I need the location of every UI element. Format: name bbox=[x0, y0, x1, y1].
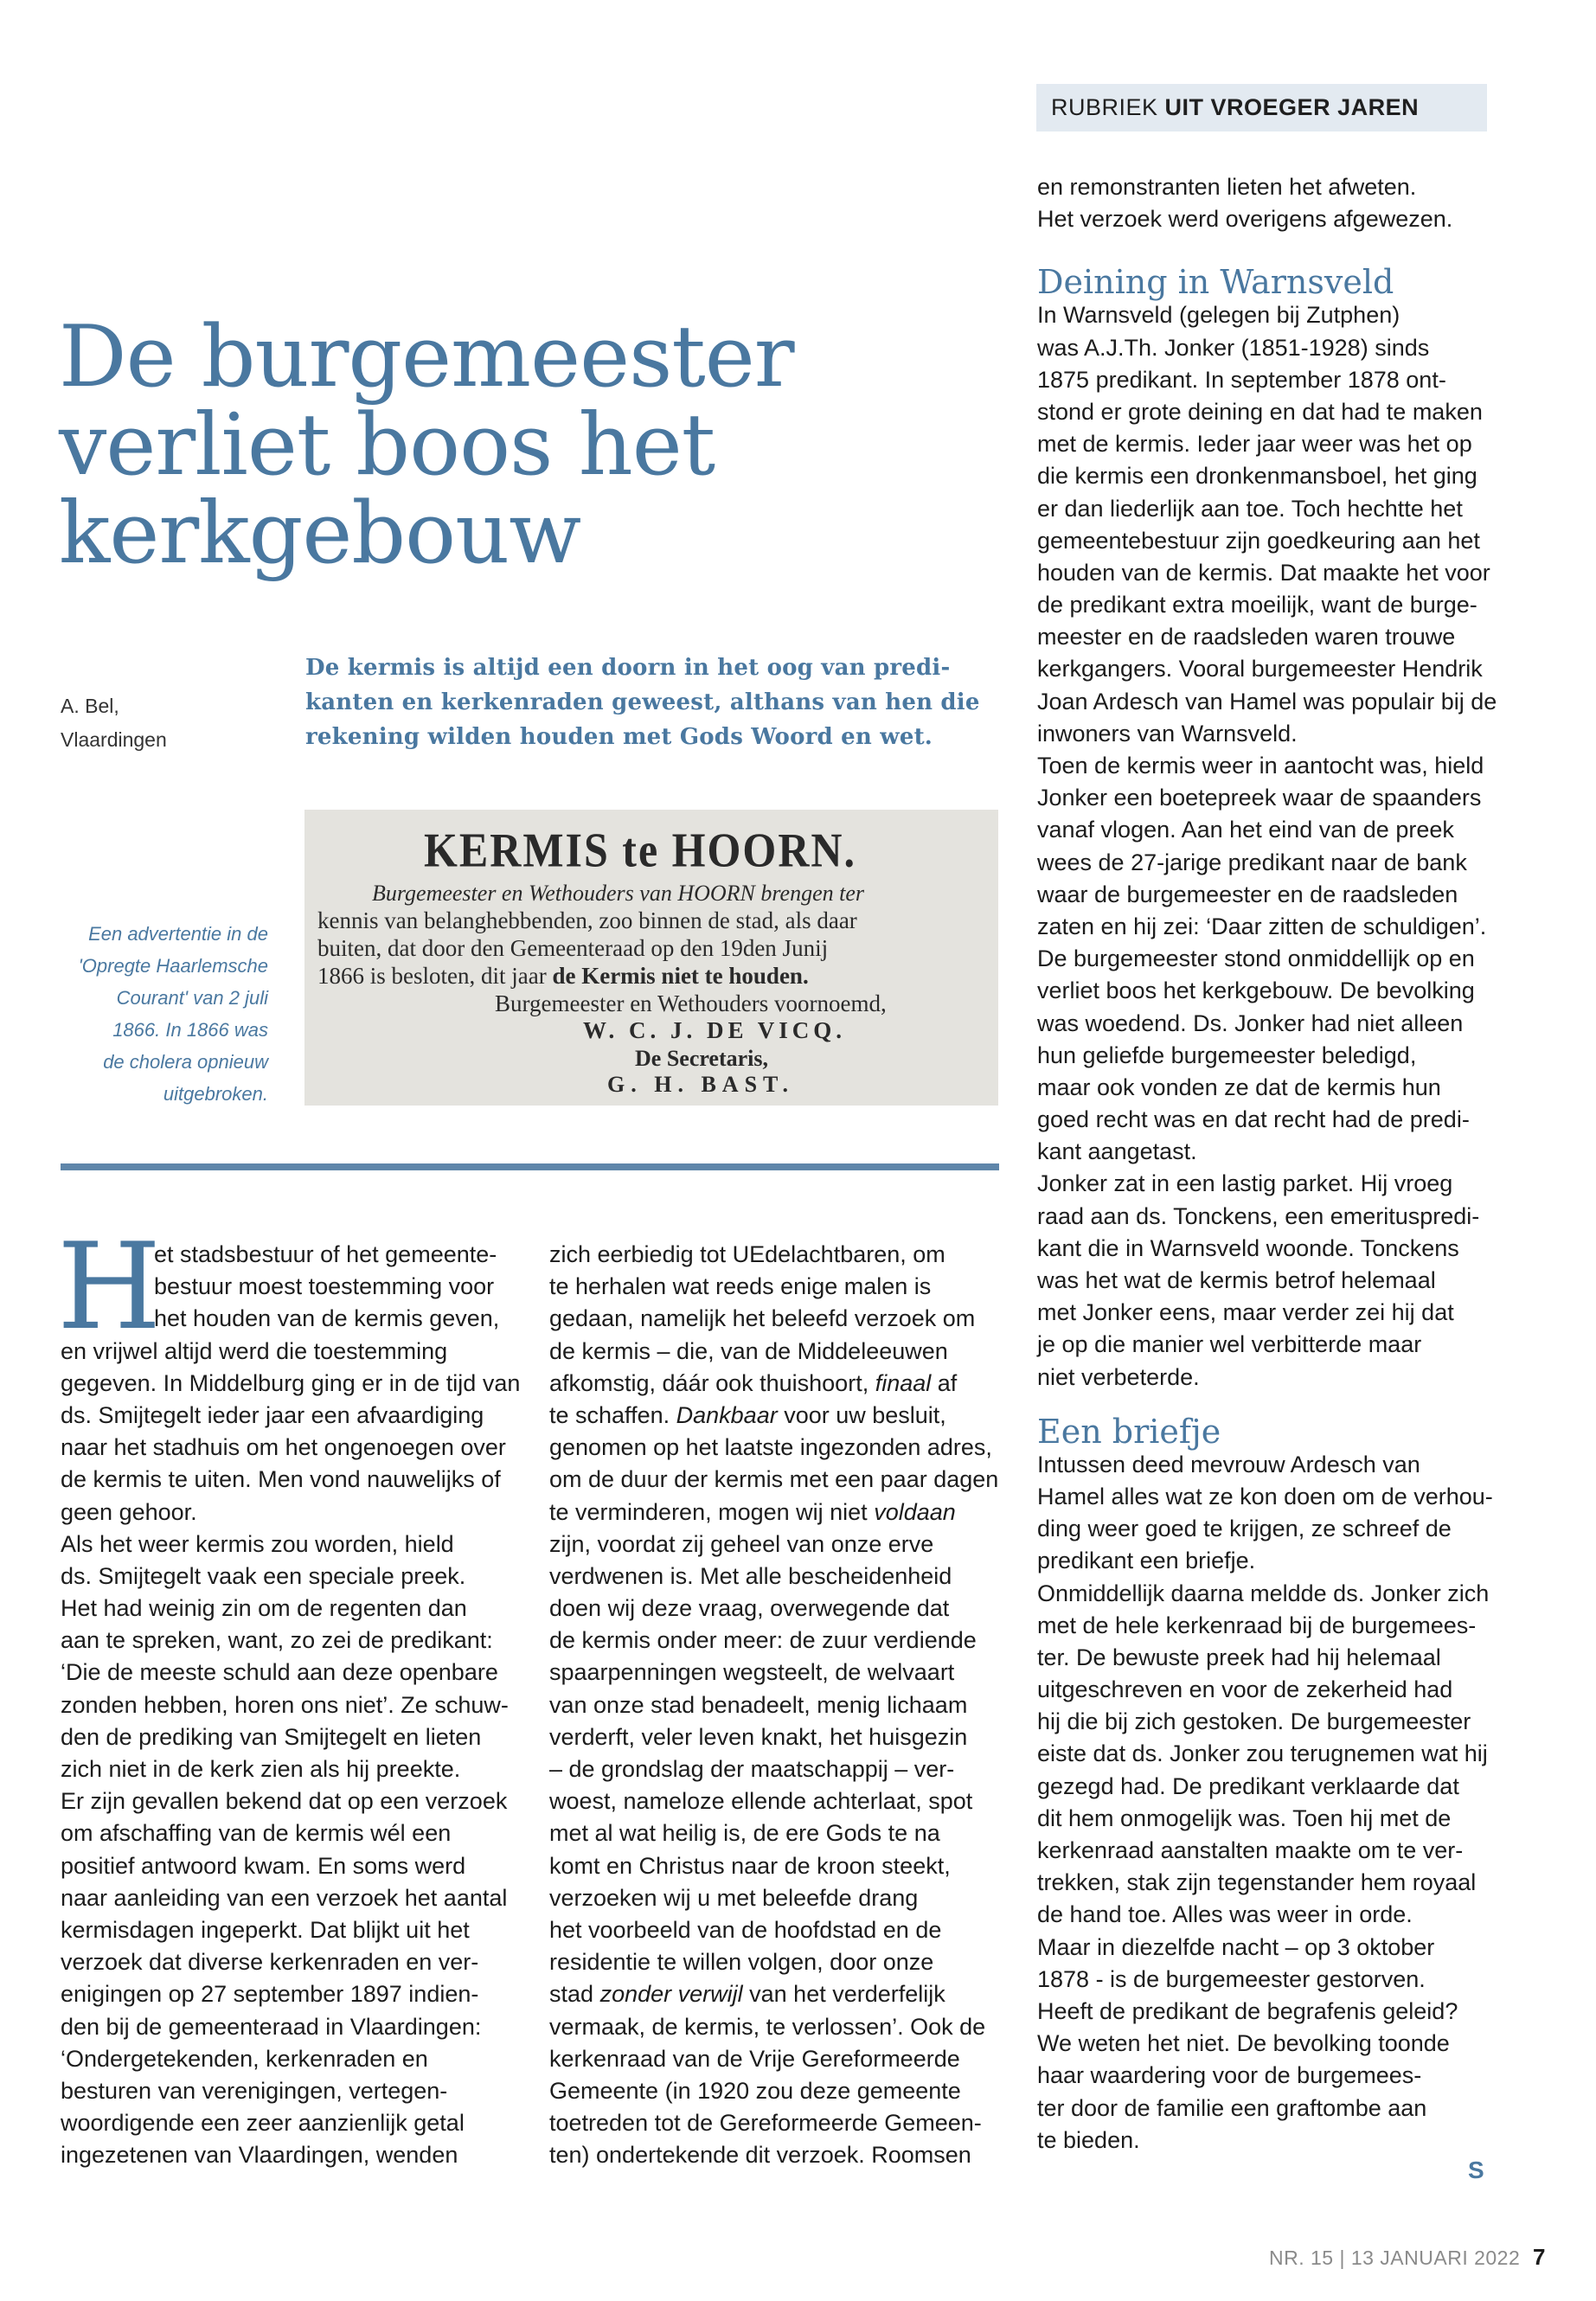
body-line: Hamel alles wat ze kon doen om de verhou- bbox=[1037, 1483, 1493, 1509]
body-line: ‘Die de meeste schuld aan deze openbare bbox=[61, 1659, 498, 1686]
body-line: de hand toe. Alles was weer in orde. bbox=[1037, 1901, 1413, 1928]
title-line: De burgemeester bbox=[59, 308, 794, 407]
title-line: verliet boos het bbox=[59, 396, 715, 495]
body-line: Intussen deed mevrouw Ardesch van bbox=[1037, 1451, 1420, 1477]
section-heading-briefje: Een briefje bbox=[1037, 1412, 1221, 1451]
body-text: stad bbox=[549, 1981, 594, 2008]
body-line: ingezetenen van Vlaardingen, wenden bbox=[61, 2142, 458, 2169]
body-line bbox=[549, 1400, 1008, 1432]
body-line: zonden hebben, horen ons niet’. Ze schuw- bbox=[61, 1691, 509, 1718]
rubric-header bbox=[1036, 84, 1487, 131]
body-line: dit hem onmogelijk was. Toen hij met de bbox=[1037, 1804, 1452, 1831]
rubric-title: UIT VROEGER JAREN bbox=[1164, 94, 1420, 120]
clipping-line: Burgemeester en Wethouders voornoemd, bbox=[495, 990, 887, 1016]
newspaper-clipping-image bbox=[304, 810, 998, 1106]
body-line: haar waardering voor de burgemees- bbox=[1037, 2062, 1422, 2089]
body-line: met al wat heilig is, de ere Gods te na bbox=[549, 1820, 940, 1847]
intro-line: rekening wilden houden met Gods Woord en wet. bbox=[305, 724, 933, 750]
body-line: de kermis – die, van de Middeleeuwen bbox=[549, 1337, 948, 1364]
body-line: goed recht was en dat recht had de predi- bbox=[1037, 1106, 1470, 1133]
body-line: wees de 27-jarige predikant naar de bank bbox=[1037, 849, 1467, 875]
page-number: 7 bbox=[1533, 2244, 1546, 2270]
caption-line: de cholera opnieuw bbox=[103, 1051, 268, 1073]
author-place: Vlaardingen bbox=[61, 728, 167, 751]
body-line: geen gehoor. bbox=[61, 1498, 197, 1525]
intro-line: De kermis is altijd een doorn in het oog van predi- bbox=[305, 655, 951, 681]
body-line: waar de burgemeester en de raadsleden bbox=[1037, 881, 1458, 907]
body-line: verzoek dat diverse kerkenraden en ver- bbox=[61, 1949, 479, 1976]
body-line: bestuur moest toestemming voor bbox=[154, 1273, 495, 1300]
body-line: vermaak, de kermis, te verlossen’. Ook de bbox=[549, 2013, 986, 2040]
body-line: Maar in diezelfde nacht – op 3 oktober bbox=[1037, 1933, 1435, 1960]
body-line: met de hele kerkenraad bij de burgemees- bbox=[1037, 1612, 1477, 1638]
clipping-line: buiten, dat door den Gemeenteraad op den 19den Junij bbox=[317, 935, 829, 961]
body-line: verliet boos het kerkgebouw. De bevolking bbox=[1037, 977, 1475, 1004]
intro-line: kanten en kerkenraden geweest, althans van hen die bbox=[305, 689, 980, 715]
body-line: Er zijn gevallen bekend dat op een verzoek bbox=[61, 1788, 508, 1815]
body-line: die kermis een dronkenmansboel, het ging bbox=[1037, 463, 1477, 490]
body-line: ds. Smijtegelt ieder jaar een afvaardiging bbox=[61, 1401, 484, 1428]
body-line: houden van de kermis. Dat maakte het voor bbox=[1037, 559, 1490, 586]
body-line: niet verbeterde. bbox=[1037, 1363, 1200, 1390]
body-line: spaarpenningen wegsteelt, de welvaart bbox=[549, 1659, 955, 1686]
body-text: van het verderfelijk bbox=[749, 1981, 945, 2008]
body-line: en remonstranten lieten het afweten. bbox=[1037, 174, 1417, 200]
body-line: hun geliefde burgemeester beledigd, bbox=[1037, 1042, 1417, 1068]
body-line: maar ook vonden ze dat de kermis hun bbox=[1037, 1074, 1441, 1100]
body-line: kerkenraad van de Vrije Gereformeerde bbox=[549, 2045, 960, 2072]
body-line: trekken, stak zijn tegenstander hem royaal bbox=[1037, 1869, 1477, 1896]
clipping-line: kennis van belanghebbenden, zoo binnen de stad, als daar bbox=[317, 907, 857, 933]
body-line: het voorbeeld van de hoofdstad en de bbox=[549, 1916, 942, 1943]
body-line: Gemeente (in 1920 zou deze gemeente bbox=[549, 2077, 961, 2104]
body-line: om de duur der kermis met een paar dagen bbox=[549, 1466, 999, 1493]
end-mark-icon: S bbox=[1468, 2157, 1484, 2183]
body-line: 1878 - is de burgemeester gestorven. bbox=[1037, 1965, 1426, 1992]
title-line: kerkgebouw bbox=[59, 484, 581, 583]
body-line: de predikant extra moeilijk, want de burge- bbox=[1037, 592, 1477, 619]
body-line: – de grondslag der maatschappij – ver- bbox=[549, 1756, 955, 1782]
body-line: gemeentebestuur zijn goedkeuring aan het bbox=[1037, 527, 1480, 554]
body-line: De burgemeester stond onmiddellijk op en bbox=[1037, 945, 1475, 972]
body-line: met de kermis. Ieder jaar weer was het op bbox=[1037, 431, 1472, 458]
body-line: enigingen op 27 september 1897 indien- bbox=[61, 1981, 479, 2008]
body-line: doen wij deze vraag, overwegende dat bbox=[549, 1595, 950, 1622]
caption-line: Courant' van 2 juli bbox=[116, 987, 268, 1009]
body-line: Joan Ardesch van Hamel was populair bij de bbox=[1037, 688, 1497, 715]
body-line: eiste dat ds. Jonker zou terugnemen wat hij bbox=[1037, 1740, 1488, 1767]
emphasis-text: voldaan bbox=[874, 1498, 956, 1525]
body-line: verderft, veler leven knakt, het huisgezin bbox=[549, 1723, 968, 1750]
author-byline bbox=[61, 689, 167, 757]
body-line: aan te spreken, want, zo zei de predikant: bbox=[61, 1627, 493, 1654]
emphasis-text: finaal bbox=[875, 1369, 932, 1396]
body-text: te verminderen, mogen wij niet bbox=[549, 1498, 868, 1525]
caption-line: Een advertentie in de bbox=[88, 923, 268, 945]
clipping-line-emphasis: de Kermis niet te houden. bbox=[552, 963, 809, 989]
body-line: gegeven. In Middelburg ging er in de tijd van bbox=[61, 1369, 521, 1396]
body-line: Als het weer kermis zou worden, hield bbox=[61, 1530, 454, 1557]
body-line: kerkgangers. Vooral burgemeester Hendrik bbox=[1037, 656, 1483, 683]
body-line: woest, nameloze ellende achterlaat, spot bbox=[549, 1788, 973, 1815]
image-caption bbox=[52, 918, 268, 1110]
body-line: den bij de gemeenteraad in Vlaardingen: bbox=[61, 2013, 482, 2040]
caption-line: 1866. In 1866 was bbox=[112, 1019, 268, 1041]
body-text: te schaffen. bbox=[549, 1401, 670, 1428]
body-line: 1875 predikant. In september 1878 ont- bbox=[1037, 366, 1446, 393]
clipping-line-part: 1866 is besloten, dit jaar bbox=[317, 963, 547, 989]
body-line: te bieden. bbox=[1037, 2126, 1140, 2153]
body-line: inwoners van Warnsveld. bbox=[1037, 720, 1298, 747]
body-line: hij die bij zich gestoken. De burgemeester bbox=[1037, 1708, 1471, 1735]
body-line: Onmiddellijk daarna meldde ds. Jonker zich bbox=[1037, 1580, 1490, 1606]
body-line: te herhalen wat reeds enige malen is bbox=[549, 1273, 932, 1300]
body-line: zich niet in de kerk zien als hij preekte. bbox=[61, 1756, 461, 1782]
body-line: Heeft de predikant de begrafenis geleid? bbox=[1037, 1997, 1458, 2024]
body-line: was het wat de kermis betrof helemaal bbox=[1037, 1267, 1436, 1293]
body-line: gezegd had. De predikant verklaarde dat bbox=[1037, 1772, 1459, 1799]
body-line: het houden van de kermis geven, bbox=[154, 1305, 500, 1332]
body-text: voor uw besluit, bbox=[784, 1401, 946, 1428]
body-line: kermisdagen ingeperkt. Dat blijkt uit het bbox=[61, 1916, 470, 1943]
body-line: Toen de kermis weer in aantocht was, hield bbox=[1037, 753, 1484, 779]
body-line: kant aangetast. bbox=[1037, 1138, 1197, 1165]
body-line: de kermis onder meer: de zuur verdiende bbox=[549, 1627, 977, 1654]
body-line: zaten en hij zei: ‘Daar zitten de schuldigen’. bbox=[1037, 913, 1487, 939]
author-name: A. Bel, bbox=[61, 695, 119, 717]
clipping-line: W. C. J. DE VICQ. bbox=[583, 1017, 847, 1043]
section-heading-deining: Deining in Warnsveld bbox=[1037, 263, 1394, 302]
body-line: je op die manier wel verbitterde maar bbox=[1037, 1331, 1422, 1358]
article-title bbox=[59, 308, 967, 583]
body-line: komt en Christus naar de kroon steekt, bbox=[549, 1852, 951, 1879]
body-line: er dan liederlijk aan toe. Toch hechtte het bbox=[1037, 495, 1463, 522]
body-line: positief antwoord kwam. En soms werd bbox=[61, 1852, 466, 1879]
body-column-3 bbox=[1037, 171, 1496, 2157]
body-column-1 bbox=[57, 1217, 521, 2171]
body-line: ter. De bewuste preek had hij helemaal bbox=[1037, 1644, 1441, 1670]
article-intro bbox=[305, 651, 1015, 754]
body-line: genomen op het laatste ingezonden adres, bbox=[549, 1434, 992, 1461]
body-line: en vrijwel altijd werd die toestemming bbox=[61, 1337, 448, 1364]
body-line: toetreden tot de Gereformeerde Gemeen- bbox=[549, 2110, 982, 2137]
body-line: raad aan ds. Tonckens, een emerituspredi- bbox=[1037, 1202, 1480, 1229]
caption-line: 'Opregte Haarlemsche bbox=[78, 955, 268, 977]
body-line: zijn, voordat zij geheel van onze erve bbox=[549, 1530, 934, 1557]
body-line: Jonker zat in een lastig parket. Hij vroeg bbox=[1037, 1170, 1453, 1197]
body-line: We weten het niet. De bevolking toonde bbox=[1037, 2030, 1450, 2057]
body-line: kerkenraad aanstalten maakte om te ver- bbox=[1037, 1837, 1464, 1863]
body-line: kant die in Warnsveld woonde. Tonckens bbox=[1037, 1234, 1459, 1261]
clipping-line: Burgemeester en Wethouders van HOORN brengen ter bbox=[372, 881, 864, 906]
clipping-headline: KERMIS te HOORN. bbox=[424, 823, 857, 877]
caption-line: uitgebroken. bbox=[163, 1083, 268, 1105]
body-line: ‘Ondergetekenden, kerkenraden en bbox=[61, 2045, 428, 2072]
body-line: ter door de familie een graftombe aan bbox=[1037, 2094, 1427, 2121]
body-line: de kermis te uiten. Men vond nauwelijks of bbox=[61, 1466, 501, 1493]
emphasis-text: zonder verwijl bbox=[599, 1981, 743, 2008]
body-line: ten) ondertekende dit verzoek. Roomsen bbox=[549, 2142, 971, 2169]
section-divider bbox=[61, 1163, 999, 1170]
body-line: den de prediking van Smijtegelt en lieten bbox=[61, 1723, 482, 1750]
body-line: In Warnsveld (gelegen bij Zutphen) bbox=[1037, 302, 1401, 329]
body-text: afkomstig, dáár ook thuishoort, bbox=[549, 1369, 869, 1396]
body-line bbox=[549, 1368, 1008, 1400]
body-line: besturen van verenigingen, vertegen- bbox=[61, 2077, 448, 2104]
clipping-line bbox=[317, 963, 809, 990]
clipping-line: G. H. BAST. bbox=[607, 1072, 794, 1097]
body-line: verdwenen is. Met alle bescheidenheid bbox=[549, 1562, 952, 1589]
body-line: residentie te willen volgen, door onze bbox=[549, 1949, 934, 1976]
body-line bbox=[549, 1978, 1008, 2010]
body-line: ding weer goed te krijgen, ze schreef de bbox=[1037, 1516, 1452, 1542]
body-line: stond er grote deining en dat had te maken bbox=[1037, 398, 1483, 425]
clipping-line: De Secretaris, bbox=[635, 1046, 769, 1071]
body-line: van onze stad benadeelt, menig lichaam bbox=[549, 1691, 968, 1718]
body-line: et stadsbestuur of het gemeente- bbox=[154, 1241, 497, 1267]
body-line: zich eerbiedig tot UEdelachtbaren, om bbox=[549, 1241, 945, 1267]
body-text: af bbox=[937, 1369, 958, 1396]
body-column-2 bbox=[549, 1239, 1008, 2171]
drop-cap: H bbox=[57, 1217, 162, 1356]
body-line: meester en de raadsleden waren trouwe bbox=[1037, 624, 1456, 651]
rubric-label: RUBRIEK bbox=[1051, 94, 1158, 120]
body-line: met Jonker eens, maar verder zei hij dat bbox=[1037, 1299, 1454, 1326]
body-line: verzoeken wij u met beleefde drang bbox=[549, 1884, 919, 1911]
body-line: vanaf vlogen. Aan het eind van de preek bbox=[1037, 817, 1454, 843]
issue-footer: NR. 15 | 13 JANUARI 2022 bbox=[1269, 2247, 1521, 2269]
body-line: naar het stadhuis om het ongenoegen over bbox=[61, 1434, 506, 1461]
body-line: Jonker een boetepreek waar de spaanders bbox=[1037, 785, 1482, 811]
body-line: predikant een briefje. bbox=[1037, 1548, 1256, 1574]
body-line: naar aanleiding van een verzoek het aantal bbox=[61, 1884, 508, 1911]
body-line: om afschaffing van de kermis wél een bbox=[61, 1820, 452, 1847]
body-line bbox=[549, 1497, 1008, 1529]
body-line: ds. Smijtegelt vaak een speciale preek. bbox=[61, 1562, 466, 1589]
body-line: was A.J.Th. Jonker (1851-1928) sinds bbox=[1037, 334, 1430, 361]
body-line: uitgeschreven en voor de zekerheid had bbox=[1037, 1676, 1453, 1703]
body-line: Het verzoek werd overigens afgewezen. bbox=[1037, 206, 1453, 233]
body-line: woordigende een zeer aanzienlijk getal bbox=[61, 2110, 465, 2137]
body-line: Het had weinig zin om de regenten dan bbox=[61, 1595, 467, 1622]
emphasis-text: Dankbaar bbox=[676, 1401, 778, 1428]
body-line: gedaan, namelijk het beleefd verzoek om bbox=[549, 1305, 976, 1332]
body-line: was woedend. Ds. Jonker had niet alleen bbox=[1037, 1009, 1464, 1036]
